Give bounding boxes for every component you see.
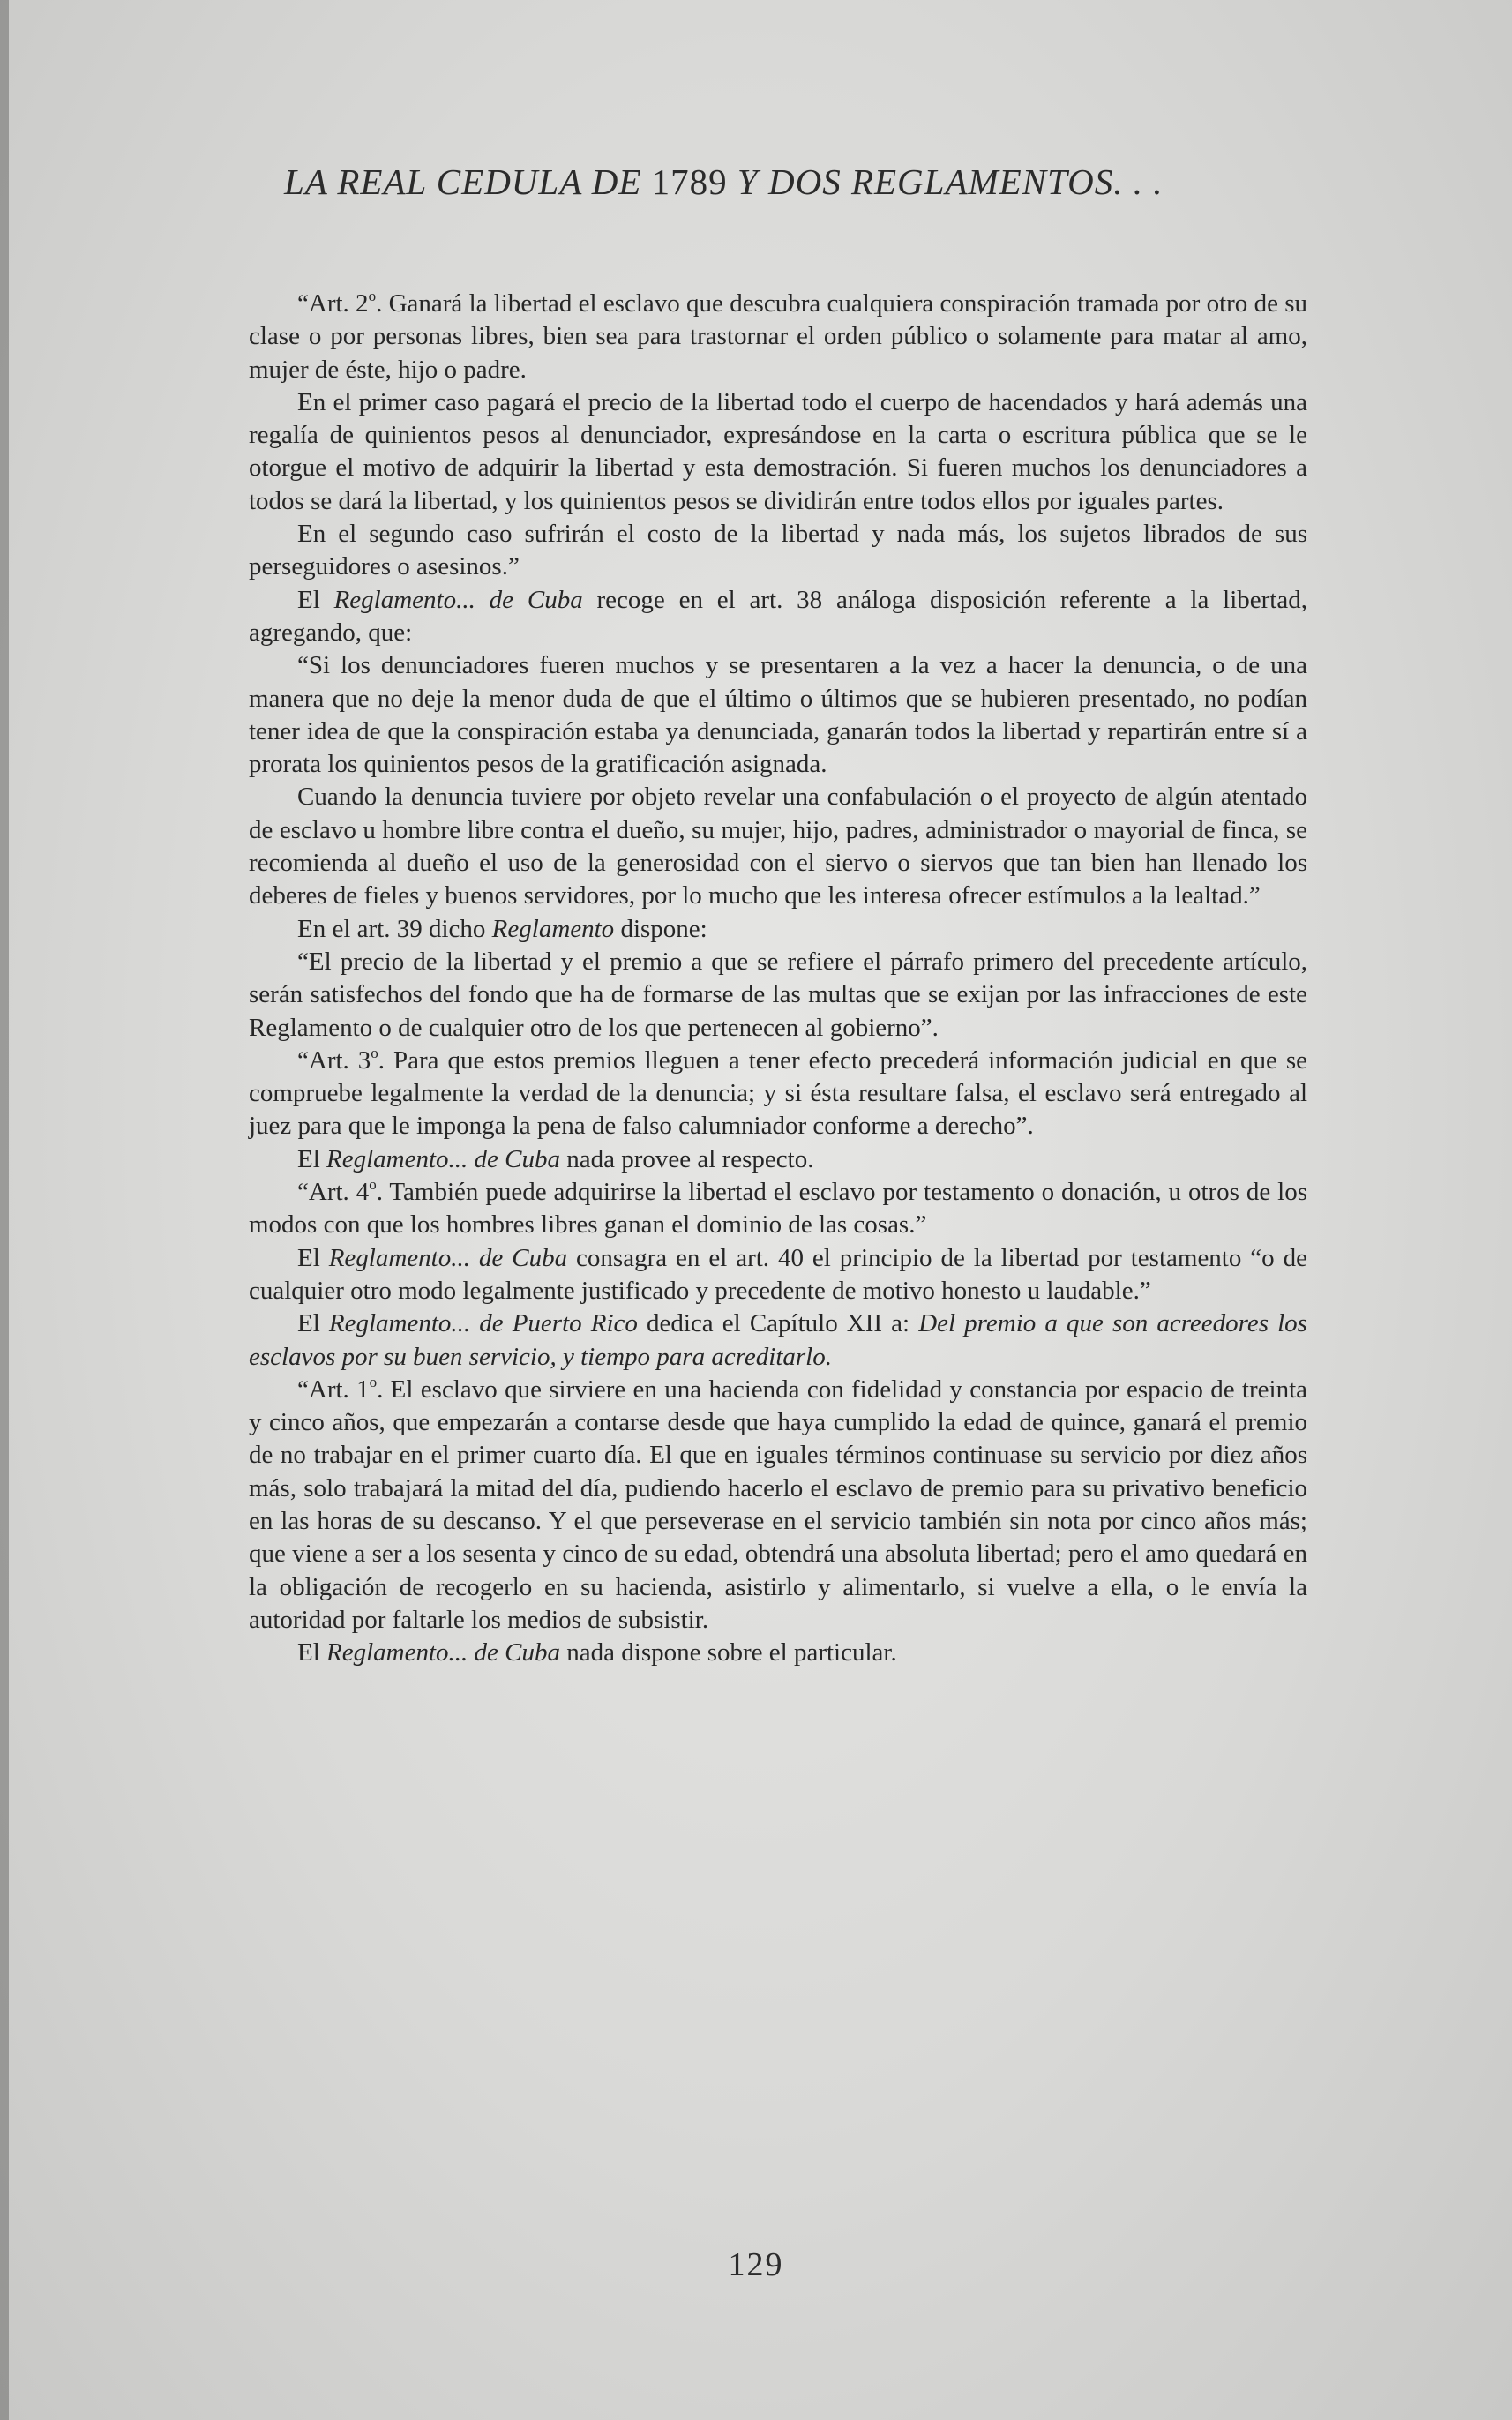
paragraph: El Reglamento... de Cuba consagra en el art. 40 el principio de la libertad por testamento “o de cualquier otro modo legalmente justificado y precedente de motivo honesto u laudable.” [249,1243,1307,1305]
italic-title: Reglamento... de Puerto Rico [328,1309,638,1338]
paragraph: El Reglamento... de Puerto Rico dedica el Capítulo XII a: Del premio a que son acreedores los esclavos por su buen servicio, y tiempo para acreditarlo. [249,1309,1307,1371]
ordinal-superscript: o [368,288,377,304]
page-number: 129 [728,2246,784,2283]
italic-chapter-title: Del premio a que son acreedores los esclavos por su buen servicio, y tiempo para acreditarlo. [249,1309,1307,1371]
running-head-text: LA REAL CEDULA DE [284,161,652,202]
running-head-year: 1789 [651,161,728,202]
ordinal-superscript: o [369,1373,378,1390]
paragraph-art-1: “Art. 1$^o$. El esclavo que sirviere en una hacienda con fidelidad y constancia por espacio de treinta y cinco años, que empezarán a contarse desde que haya cumplido la edad de quince, ganará el premio de no trabajar en el primer cuarto día. El que en iguales términos continuase su servicio por diez años más, solo trabajará la mitad del día, pudiendo hacerlo el esclavo de premio para su privativo beneficio en las horas de su descanso. Y el que perseverase en el servicio también sin nota por cinco años más; que viene a ser a los sesenta y cinco de su edad, obtendrá una absoluta libertad; pero el amo quedará en la obligación de recogerlo en su hacienda, asistirlo y alimentarlo, si vuelve a ella, o le envía la autoridad por faltarle los medios de subsistir. [249,1373,1307,1634]
paragraph: El Reglamento... de Cuba nada provee al respecto. [297,1144,814,1173]
paragraph: El Reglamento... de Cuba nada dispone sobre el particular. [297,1638,897,1667]
body-text [249,288,1307,1669]
paragraph: “El precio de la libertad y el premio a que se refiere el párrafo primero del precedente artículo, serán satisfechos del fondo que ha de formarse de las multas que se exijan por las infracciones de este Reglamento o de cualquier otro de los que pertenecen al gobierno”. [249,947,1307,1042]
italic-title: Reglamento [491,914,615,943]
running-head-text-end: Y DOS REGLAMENTOS. . . [727,161,1164,202]
italic-title: Reglamento... de Cuba [326,1144,561,1173]
ordinal-superscript: o [369,1176,377,1194]
ordinal-superscript: o [371,1044,378,1061]
paragraph: El Reglamento... de Cuba recoge en el art. 38 análoga disposición referente a la libertad, agregando, que: [249,585,1307,647]
paragraph-art-4: “Art. 4$^o$. También puede adquirirse la libertad el esclavo por testamento o donación, u otros de los modos con que los hombres libres ganan el dominio de las cosas.” [249,1176,1308,1240]
paragraph-art-2: “Art. 2$^o$. Ganará la libertad el esclavo que descubra cualquiera conspiración tramada por otro de su clase o por personas libres, bien sea para trastornar el orden público o solamente para matar al amo, mujer de éste, hijo o padre. [249,288,1307,384]
italic-title: Reglamento... de Cuba [328,1243,568,1272]
running-head [284,161,1163,203]
paragraph: En el art. 39 dicho Reglamento dispone: [297,914,707,943]
paragraph: En el segundo caso sufrirán el costo de la libertad y nada más, los sujetos librados de sus perseguidores o asesinos.” [249,520,1307,581]
italic-title: Reglamento... de Cuba [326,1638,561,1667]
paragraph: En el primer caso pagará el precio de la libertad todo el cuerpo de hacendados y hará además una regalía de quinientos pesos al denunciador, expresándose en la carta o escritura pública que se le otorgue el motivo de adquirir la libertad y esta demostración. Si fueren muchos los denunciadores a todos se dará la libertad, y los quinientos pesos se dividirán entre todos ellos por iguales partes. [249,387,1307,515]
paragraph: Cuando la denuncia tuviere por objeto revelar una confabulación o el proyecto de algún atentado de esclavo u hombre libre contra el dueño, su mujer, hijo, padres, administrador o mayorial de finca, se recomienda al dueño el uso de la generosidad con el siervo o siervos que tan bien han llenado los deberes de fieles y buenos servidores, por lo mucho que les interesa ofrecer estímulos a la lealtad.” [249,783,1307,910]
paragraph: “Si los denunciadores fueren muchos y se presentaren a la vez a hacer la denuncia, o de una manera que no deje la menor duda de que el último o últimos que se hubieren presentado, no podían tener idea de que la conspiración estaba ya denunciada, ganarán todos la libertad y repartirán entre sí a prorata los quinientos pesos de la gratificación asignada. [249,651,1307,779]
italic-title: Reglamento... de Cuba [333,585,583,614]
paragraph-art-3: “Art. 3$^o$. Para que estos premios lleguen a tener efecto precederá información judicial en que se compruebe legalmente la verdad de la denuncia; y si ésta resultare falsa, el esclavo será entregado al juez para que le imponga la pena de falso calumniador conforme a derecho”. [249,1044,1308,1141]
